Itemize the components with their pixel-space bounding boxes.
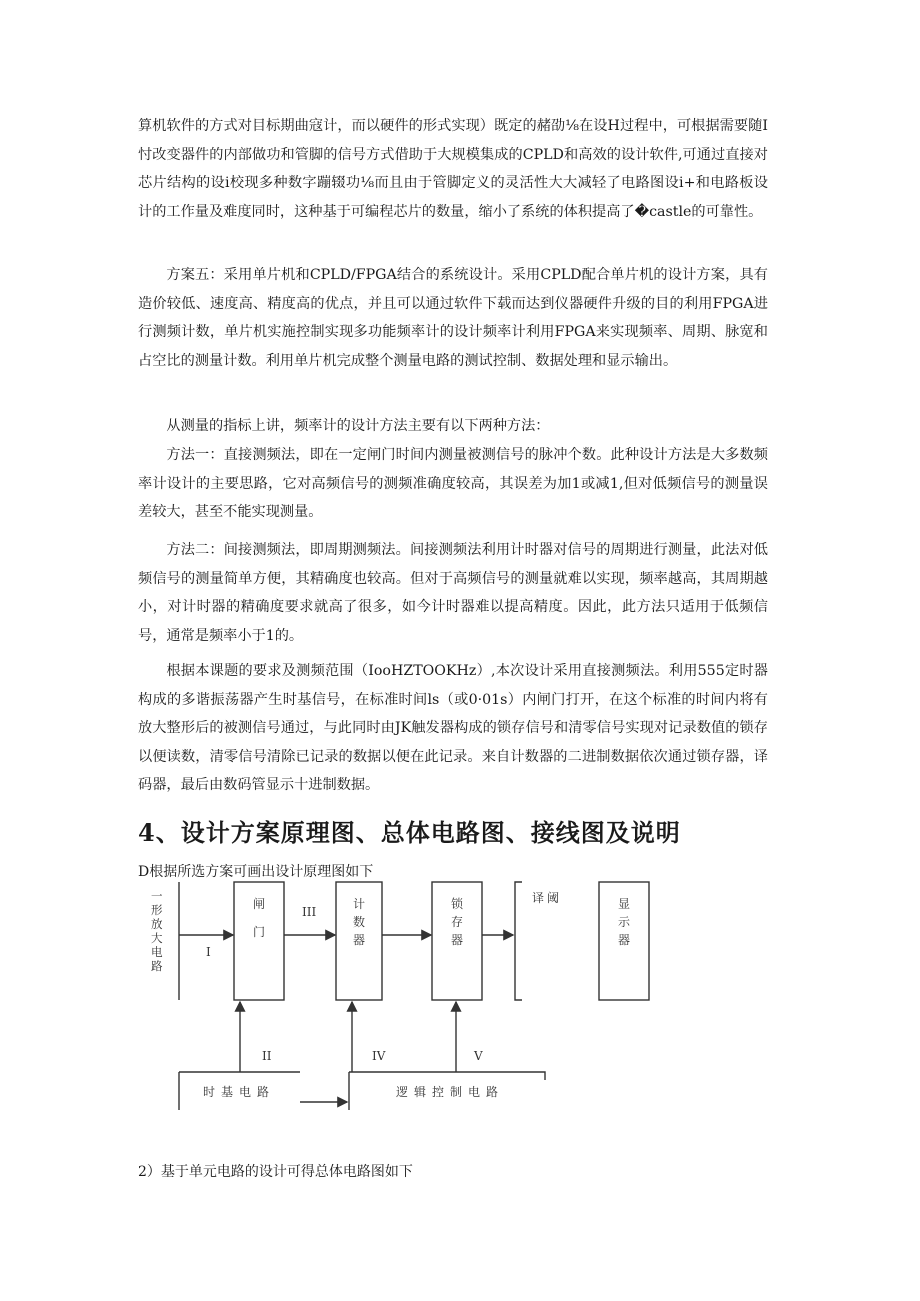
amp-label: 一 形 放 大 电 路	[151, 889, 163, 973]
block-diagram	[0, 878, 920, 1138]
paragraph-method-two: 方法二：间接测频法，即周期测频法。间接测频法利用计时器对信号的周期进行测量，此法对低频信号的测量简单方便，其精确度也较高。但对于高频信号的测量就难以实现，频率越高，其周期越小，对计时器的精确度要求就高了很多，如今计时器难以提高精度。因此，此方法只适用于低频信号，通常是频率小于1的。	[138, 542, 768, 644]
paragraph-cpld-intro: 算机软件的方式对目标期曲寇计，而以硬件的形式实现）既定的赭劭⅛在设H过程中，可根据需要随I忖改变器件的内部做功和管脚的信号方式借助于大规模集成的CPLD和高效的设计软件,可通过直接对芯片结构的设i校现多种数字蹦辍功⅛而且由于管脚定义的灵活性大大减轻了电路图设i+和电路板设计的工作量及难度同时，这种基于可编程芯片的数量，缩小了系统的体积提高了�castle的可靠性。	[138, 118, 768, 220]
paragraph-methods-intro: 从测量的指标上讲，频率计的设计方法主要有以下两种方法：	[166, 418, 550, 434]
decoder-label: 译 阈	[532, 891, 560, 905]
paragraph-chosen-method: 根据本课题的要求及测频范围（IooHZTOOKHz）,本次设计采用直接测频法。利用555定时器构成的多谐振荡器产生时基信号，在标准时间ls（或0·01s）内闸门打开，在这个标准的时间内将有放大整形后的被测信号通过，与此同时由JK触发器构成的锁存信号和清零信号实现对记录数值的锁存以便读数，清零信号清除已记录的数据以便在此记录。来自计数器的二进制数据依次通过锁存器，译码器，最后由数码管显示十进制数据。	[138, 663, 768, 794]
counter-label: 计 数 器	[353, 897, 366, 947]
caption-principle-diagram: D根据所选方案可画出设计原理图如下	[138, 864, 374, 880]
gate-label: 闸 门	[253, 897, 266, 939]
signal-III-label: III	[302, 905, 317, 919]
decoder-block	[515, 882, 522, 1000]
paragraph-method-one: 方法一：直接测频法，即在一定闸门时间内测量被测信号的脉冲个数。此种设计方法是大多数频率计设计的主要思路，它对高频信号的测频准确度较高，其误差为加1或减1,但对低频信号的测量误差较大，甚至不能实现测量。	[138, 447, 768, 521]
signal-IV-label: IV	[372, 1049, 386, 1063]
section-heading: 4、设计方案原理图、总体电路图、接线图及说明	[138, 818, 681, 847]
signal-V-label: V	[474, 1049, 483, 1063]
timebase-label: 时基电路	[203, 1085, 276, 1099]
caption-overall-circuit: 2）基于单元电路的设计可得总体电路图如下	[138, 1164, 413, 1180]
latch-label: 锁 存 器	[451, 897, 464, 947]
signal-I-label: I	[206, 945, 211, 959]
paragraph-scheme-five: 方案五：采用单片机和CPLD/FPGA结合的系统设计。采用CPLD配合单片机的设计方案，具有造价较低、速度高、精度高的优点，并且可以通过软件下载而达到仪器硬件升级的目的利用FPGA进行测频计数，单片机实施控制实现多功能频率计的设计频率计利用FPGA来实现频率、周期、脉宽和占空比的测量计数。利用单片机完成整个测量电路的测试控制、数据处理和显示输出。	[138, 267, 768, 369]
signal-II-label: II	[262, 1049, 272, 1063]
logic-label: 逻辑控制电路	[396, 1085, 505, 1099]
display-label: 显 示 器	[618, 897, 631, 947]
